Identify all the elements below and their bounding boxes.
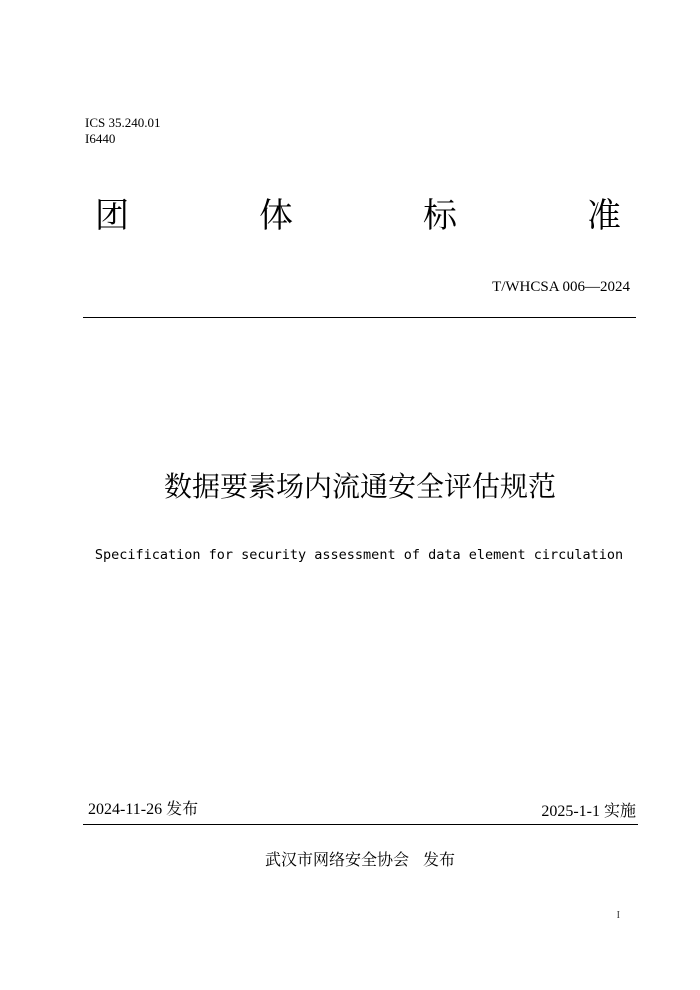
implement-date-label: 实施 [603,801,636,820]
top-divider [83,317,636,318]
doc-type-char-1: 团 [95,196,129,236]
bottom-divider [83,824,638,825]
ics-code: ICS 35.240.01 [85,115,161,130]
doc-type-char-4: 准 [587,196,621,236]
publish-date-value: 2024-11-26 [88,801,163,818]
publish-date [88,798,198,821]
publisher-line [0,849,700,871]
standard-number: T/WHCSA 006—2024 [492,279,630,295]
implement-date [541,800,636,823]
doc-type-char-2: 体 [259,196,293,236]
publish-date-label: 发布 [166,799,199,818]
implement-date-value: 2025-1-1 [541,803,600,820]
publisher-name: 武汉市网络安全协会 [264,850,409,869]
document-title-english: Specification for security assessment of data element circulation [94,547,624,563]
ccs-code: I6440 [85,131,116,146]
doc-type-char-3: 标 [423,196,457,236]
document-title-chinese: 数据要素场内流通安全评估规范 [163,470,556,503]
publisher-action: 发布 [423,850,456,869]
page-number: I [616,910,620,921]
